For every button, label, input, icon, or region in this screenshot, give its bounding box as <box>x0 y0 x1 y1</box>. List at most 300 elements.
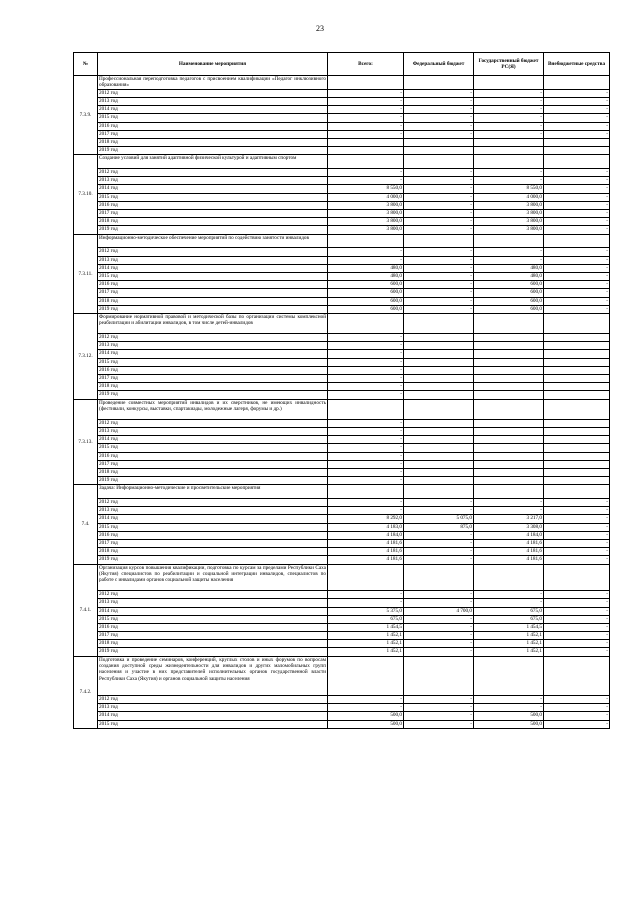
total-cell: - <box>328 375 404 383</box>
state-cell <box>474 383 544 391</box>
extra-cell <box>544 147 610 155</box>
table-row <box>74 177 610 185</box>
total-cell: 3 800,0 <box>328 210 404 218</box>
year-cell: 2013 год <box>98 177 328 185</box>
federal-cell: - <box>404 130 474 138</box>
section-title: Профессиональная переподготовка педагогов с присвоением квалификации «Педагог инклюзивного образования» <box>99 76 326 89</box>
year-cell: 2012 год <box>98 334 328 342</box>
table-row <box>74 201 610 209</box>
table-row <box>74 98 610 106</box>
extra-cell: - <box>544 515 610 523</box>
total-cell: - <box>328 391 404 399</box>
state-cell <box>474 436 544 444</box>
federal-cell: 5 075,0 <box>404 515 474 523</box>
section-title-empty-cell <box>404 155 474 169</box>
state-cell: - <box>474 696 544 704</box>
extra-cell: - <box>544 607 610 615</box>
total-cell: - <box>328 599 404 607</box>
extra-cell: - <box>544 499 610 507</box>
federal-cell: - <box>404 98 474 106</box>
federal-cell: - <box>404 226 474 234</box>
table-row <box>74 248 610 256</box>
federal-cell: - <box>404 548 474 556</box>
table-row <box>74 391 610 399</box>
section-number: 7.3.12. <box>74 313 98 399</box>
extra-cell: - <box>544 305 610 313</box>
extra-cell <box>544 477 610 485</box>
table-row <box>74 523 610 531</box>
year-cell: 2012 год <box>98 169 328 177</box>
table-row <box>74 218 610 226</box>
extra-cell <box>544 366 610 374</box>
total-cell: - <box>328 452 404 460</box>
federal-cell: - <box>404 169 474 177</box>
year-cell: 2019 год <box>98 648 328 656</box>
table-row <box>74 114 610 122</box>
year-cell: 2018 год <box>98 138 328 146</box>
year-cell: 2018 год <box>98 548 328 556</box>
table-row <box>74 89 610 97</box>
table-row <box>74 436 610 444</box>
table-row <box>74 147 610 155</box>
federal-cell: - <box>404 264 474 272</box>
total-cell: 5 375,0 <box>328 607 404 615</box>
state-cell: 8 550,0 <box>474 185 544 193</box>
extra-cell: - <box>544 548 610 556</box>
section-title-empty-cell <box>328 399 404 419</box>
section-title-empty-cell <box>474 313 544 333</box>
total-cell: 500,0 <box>328 712 404 720</box>
section-title-empty-cell <box>544 399 610 419</box>
table-row <box>74 281 610 289</box>
state-cell: 3 800,0 <box>474 201 544 209</box>
state-cell: - <box>474 599 544 607</box>
year-cell: 2016 год <box>98 122 328 130</box>
extra-cell <box>544 452 610 460</box>
extra-cell: - <box>544 615 610 623</box>
table-row <box>74 264 610 272</box>
state-cell <box>474 427 544 435</box>
table-row <box>74 696 610 704</box>
table-row <box>74 548 610 556</box>
federal-cell <box>404 460 474 468</box>
extra-cell: - <box>544 297 610 305</box>
section-title-row <box>74 399 610 419</box>
year-cell: 2012 год <box>98 419 328 427</box>
col-header-num: № <box>74 53 98 76</box>
state-cell <box>474 358 544 366</box>
state-cell: 480,0 <box>474 272 544 280</box>
extra-cell <box>544 468 610 476</box>
year-cell: 2014 год <box>98 436 328 444</box>
state-cell <box>474 350 544 358</box>
federal-cell <box>404 477 474 485</box>
table-row <box>74 226 610 234</box>
state-cell <box>474 366 544 374</box>
year-cell: 2013 год <box>98 256 328 264</box>
total-cell: 4 184,0 <box>328 531 404 539</box>
year-cell: 2014 год <box>98 350 328 358</box>
federal-cell: - <box>404 289 474 297</box>
total-cell: - <box>328 499 404 507</box>
table-row <box>74 342 610 350</box>
state-cell: 4 000,0 <box>474 193 544 201</box>
state-cell: - <box>474 114 544 122</box>
state-cell: 3 308,0 <box>474 523 544 531</box>
state-cell: 4 181,6 <box>474 548 544 556</box>
year-cell: 2017 год <box>98 632 328 640</box>
table-row <box>74 515 610 523</box>
extra-cell: - <box>544 540 610 548</box>
year-cell: 2015 год <box>98 272 328 280</box>
federal-cell: - <box>404 615 474 623</box>
section-title-empty-cell <box>474 76 544 90</box>
table-row <box>74 507 610 515</box>
section-number: 7.4. <box>74 485 98 564</box>
year-cell: 2013 год <box>98 98 328 106</box>
year-cell: 2018 год <box>98 640 328 648</box>
total-cell: - <box>328 383 404 391</box>
extra-cell: - <box>544 169 610 177</box>
table-row <box>74 138 610 146</box>
year-cell: 2018 год <box>98 297 328 305</box>
section-title: Информационно-методическое обеспечение мероприятий по содействию занятости инвалидов <box>98 234 328 248</box>
table-row <box>74 623 610 631</box>
section-title-empty-cell <box>474 656 544 695</box>
state-cell: 675,0 <box>474 615 544 623</box>
year-cell: 2019 год <box>98 305 328 313</box>
table-row <box>74 460 610 468</box>
total-cell: - <box>328 358 404 366</box>
total-cell: - <box>328 350 404 358</box>
federal-cell: - <box>404 297 474 305</box>
state-cell <box>474 444 544 452</box>
year-cell: 2014 год <box>98 712 328 720</box>
state-cell: 600,0 <box>474 297 544 305</box>
federal-cell: - <box>404 256 474 264</box>
table-row <box>74 599 610 607</box>
federal-cell: - <box>404 177 474 185</box>
table-row <box>74 122 610 130</box>
federal-cell: - <box>404 648 474 656</box>
year-cell: 2014 год <box>98 607 328 615</box>
year-cell: 2017 год <box>98 289 328 297</box>
year-cell: 2013 год <box>98 507 328 515</box>
table-row <box>74 720 610 728</box>
year-cell: 2019 год <box>98 226 328 234</box>
state-cell: - <box>474 704 544 712</box>
section-title: Организация курсов повышения квалификации, подготовка по курсам за пределами Республики Саха (Якутия) специалистов по реабилитации и социальной интеграции инвалидов, специалистов по работе с инвалидами органов социальной защиты населения <box>98 564 328 591</box>
state-cell <box>474 452 544 460</box>
state-cell: 600,0 <box>474 281 544 289</box>
state-cell <box>474 460 544 468</box>
state-cell: 675,0 <box>474 607 544 615</box>
state-cell: 600,0 <box>474 289 544 297</box>
year-cell: 2019 год <box>98 391 328 399</box>
table-row <box>74 193 610 201</box>
state-cell: - <box>474 499 544 507</box>
extra-cell <box>544 375 610 383</box>
extra-cell: - <box>544 218 610 226</box>
table-row <box>74 366 610 374</box>
total-cell: - <box>328 468 404 476</box>
total-cell: - <box>328 366 404 374</box>
federal-cell: - <box>404 599 474 607</box>
table-row <box>74 444 610 452</box>
total-cell: - <box>328 130 404 138</box>
state-cell: 500,0 <box>474 712 544 720</box>
state-cell <box>474 468 544 476</box>
table-row <box>74 272 610 280</box>
year-cell: 2018 год <box>98 468 328 476</box>
year-cell: 2012 год <box>98 591 328 599</box>
year-cell: 2013 год <box>98 342 328 350</box>
federal-cell: 4 700,0 <box>404 607 474 615</box>
section-title-empty-cell <box>328 656 404 695</box>
table-row <box>74 632 610 640</box>
extra-cell: - <box>544 599 610 607</box>
table-row <box>74 477 610 485</box>
state-cell: - <box>474 169 544 177</box>
extra-cell: - <box>544 114 610 122</box>
page-number: 23 <box>316 24 324 33</box>
total-cell: 3 800,0 <box>328 226 404 234</box>
state-cell: - <box>474 122 544 130</box>
col-header-federal: Федеральный бюджет <box>404 53 474 76</box>
year-cell: 2017 год <box>98 540 328 548</box>
section-title-empty-cell <box>328 76 404 90</box>
total-cell: 8 550,0 <box>328 185 404 193</box>
extra-cell: - <box>544 122 610 130</box>
total-cell: - <box>328 591 404 599</box>
section-title-empty-cell <box>328 234 404 248</box>
year-cell: 2017 год <box>98 375 328 383</box>
state-cell: - <box>474 507 544 515</box>
section-title: Проведение совместных мероприятий инвалидов и их сверстников, не имеющих инвалидность (фестивали, конкурсы, выставки, спартакиады, молодежные лагеря, форумы и др.) <box>98 399 328 419</box>
federal-cell: - <box>404 305 474 313</box>
federal-cell <box>404 468 474 476</box>
total-cell: - <box>328 256 404 264</box>
federal-cell: 875,0 <box>404 523 474 531</box>
state-cell: 4 181,6 <box>474 556 544 564</box>
extra-cell: - <box>544 185 610 193</box>
table-row <box>74 185 610 193</box>
federal-cell <box>404 452 474 460</box>
total-cell: 480,0 <box>328 272 404 280</box>
year-cell: 2017 год <box>98 210 328 218</box>
federal-cell: - <box>404 106 474 114</box>
federal-cell: - <box>404 193 474 201</box>
total-cell: 480,0 <box>328 264 404 272</box>
state-cell <box>474 477 544 485</box>
extra-cell: - <box>544 177 610 185</box>
extra-cell: - <box>544 704 610 712</box>
extra-cell: - <box>544 696 610 704</box>
extra-cell <box>544 138 610 146</box>
federal-cell <box>404 358 474 366</box>
federal-cell <box>404 375 474 383</box>
extra-cell <box>544 342 610 350</box>
extra-cell: - <box>544 130 610 138</box>
year-cell: 2019 год <box>98 477 328 485</box>
extra-cell: - <box>544 256 610 264</box>
extra-cell: - <box>544 98 610 106</box>
state-cell: - <box>474 98 544 106</box>
col-header-state: Государственный бюджет РС(Я) <box>474 53 544 76</box>
section-title-empty-cell <box>404 564 474 591</box>
year-cell: 2016 год <box>98 281 328 289</box>
table-row <box>74 130 610 138</box>
section-title-empty-cell <box>544 564 610 591</box>
extra-cell <box>544 436 610 444</box>
table-row <box>74 615 610 623</box>
state-cell <box>474 391 544 399</box>
year-cell: 2016 год <box>98 201 328 209</box>
total-cell: 1 452,1 <box>328 640 404 648</box>
total-cell <box>328 138 404 146</box>
total-cell: - <box>328 177 404 185</box>
year-cell: 2016 год <box>98 531 328 539</box>
table-row <box>74 704 610 712</box>
table-row <box>74 383 610 391</box>
section-number: 7.4.1. <box>74 564 98 656</box>
section-number: 7.3.9. <box>74 76 98 155</box>
total-cell: 675,0 <box>328 615 404 623</box>
extra-cell: - <box>544 193 610 201</box>
extra-cell <box>544 391 610 399</box>
extra-cell: - <box>544 89 610 97</box>
table-row <box>74 452 610 460</box>
total-cell: - <box>328 342 404 350</box>
federal-cell: - <box>404 272 474 280</box>
state-cell: 3 800,0 <box>474 226 544 234</box>
table-row <box>74 358 610 366</box>
total-cell: - <box>328 507 404 515</box>
federal-cell <box>404 366 474 374</box>
year-cell: 2015 год <box>98 720 328 728</box>
total-cell: - <box>328 248 404 256</box>
extra-cell: - <box>544 281 610 289</box>
state-cell: 3 217,0 <box>474 515 544 523</box>
state-cell: - <box>474 106 544 114</box>
section-number: 7.3.11. <box>74 234 98 313</box>
total-cell: - <box>328 436 404 444</box>
total-cell: 1 454,5 <box>328 623 404 631</box>
section-title: Создание условий для занятий адаптивной физической культурой и адаптивным спортом <box>98 155 328 169</box>
table-row <box>74 106 610 114</box>
section-title-empty-cell <box>474 155 544 169</box>
federal-cell: - <box>404 248 474 256</box>
table-row <box>74 531 610 539</box>
federal-cell: - <box>404 89 474 97</box>
year-cell: 2019 год <box>98 147 328 155</box>
year-cell: 2015 год <box>98 358 328 366</box>
federal-cell <box>404 383 474 391</box>
extra-cell: - <box>544 289 610 297</box>
total-cell: - <box>328 427 404 435</box>
total-cell: - <box>328 696 404 704</box>
total-cell: 4 181,6 <box>328 556 404 564</box>
year-cell: 2018 год <box>98 218 328 226</box>
federal-cell <box>404 391 474 399</box>
section-title-empty-cell <box>404 76 474 90</box>
col-header-total: Всего: <box>328 53 404 76</box>
federal-cell: - <box>404 720 474 728</box>
federal-cell: - <box>404 556 474 564</box>
col-header-name: Наименование мероприятия <box>98 53 328 76</box>
year-cell: 2015 год <box>98 114 328 122</box>
budget-table <box>73 52 610 729</box>
table-body <box>74 76 610 729</box>
extra-cell <box>544 383 610 391</box>
extra-cell: - <box>544 531 610 539</box>
section-title-row <box>74 76 610 90</box>
state-cell: 500,0 <box>474 720 544 728</box>
total-cell: 600,0 <box>328 305 404 313</box>
table-row <box>74 350 610 358</box>
federal-cell <box>404 419 474 427</box>
year-cell: 2019 год <box>98 556 328 564</box>
extra-cell: - <box>544 623 610 631</box>
federal-cell: - <box>404 623 474 631</box>
extra-cell: - <box>544 507 610 515</box>
total-cell: - <box>328 444 404 452</box>
year-cell: 2014 год <box>98 106 328 114</box>
section-title-empty-cell <box>544 234 610 248</box>
table-row <box>74 289 610 297</box>
table-row <box>74 640 610 648</box>
federal-cell: - <box>404 281 474 289</box>
extra-cell: - <box>544 720 610 728</box>
total-cell: - <box>328 334 404 342</box>
table-row <box>74 591 610 599</box>
section-title-empty-cell <box>474 234 544 248</box>
federal-cell <box>404 427 474 435</box>
extra-cell <box>544 334 610 342</box>
year-cell: 2014 год <box>98 515 328 523</box>
state-cell <box>474 419 544 427</box>
table-header-row <box>74 53 610 76</box>
federal-cell: - <box>404 507 474 515</box>
total-cell: 500,0 <box>328 720 404 728</box>
extra-cell <box>544 358 610 366</box>
extra-cell <box>544 419 610 427</box>
state-cell <box>474 342 544 350</box>
year-cell: 2015 год <box>98 444 328 452</box>
table-row <box>74 427 610 435</box>
state-cell <box>474 147 544 155</box>
state-cell: - <box>474 256 544 264</box>
state-cell: - <box>474 591 544 599</box>
extra-cell: - <box>544 712 610 720</box>
section-title-empty-cell <box>544 313 610 333</box>
state-cell <box>474 138 544 146</box>
total-cell: - <box>328 89 404 97</box>
year-cell: 2013 год <box>98 427 328 435</box>
year-cell: 2017 год <box>98 460 328 468</box>
state-cell: 1 452,1 <box>474 632 544 640</box>
federal-cell: - <box>404 531 474 539</box>
federal-cell <box>404 350 474 358</box>
section-number: 7.3.10. <box>74 155 98 234</box>
year-cell: 2015 год <box>98 193 328 201</box>
federal-cell <box>404 444 474 452</box>
federal-cell: - <box>404 122 474 130</box>
total-cell: - <box>328 114 404 122</box>
state-cell: - <box>474 130 544 138</box>
extra-cell <box>544 444 610 452</box>
total-cell: 4 181,6 <box>328 540 404 548</box>
